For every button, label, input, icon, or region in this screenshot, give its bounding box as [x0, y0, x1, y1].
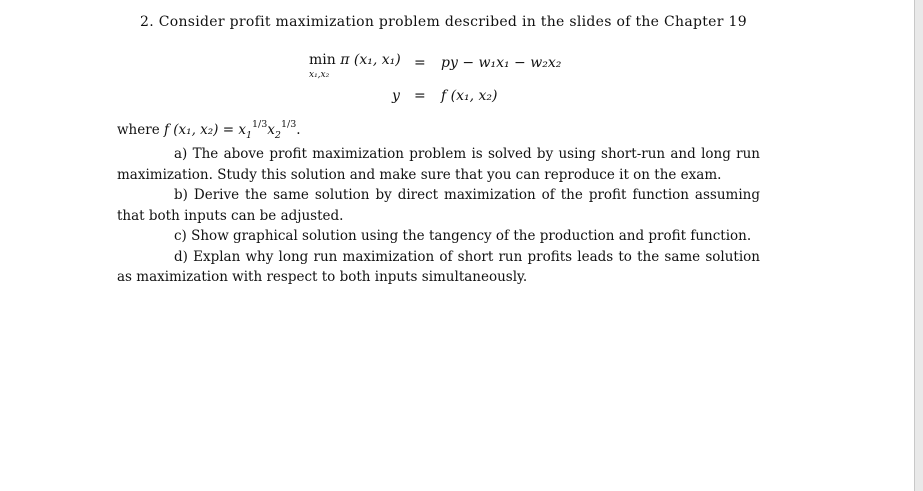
x2-exponent: 1/3	[280, 119, 297, 130]
question-parts	[117, 144, 760, 288]
part-a: a) The above profit maximization problem is solved by using short-run and long run maximization. Study this solution and make sure that you can reproduce it on the exam.	[117, 146, 760, 183]
x1-subscript: 1	[245, 130, 252, 141]
part-b: b) Derive the same solution by direct maximization of the profit function assuming that both inputs can be adjusted.	[117, 187, 760, 224]
x2-base: x	[267, 122, 275, 138]
min-operator: min	[309, 52, 336, 68]
where-clause	[117, 119, 301, 141]
equation-2-relation: =	[414, 88, 426, 104]
part-c: c) Show graphical solution using the tangency of the production and profit function.	[174, 228, 752, 244]
page-edge	[914, 0, 923, 491]
x1-exponent: 1/3	[252, 119, 268, 130]
profit-function: π (x₁, x₁)	[340, 52, 401, 68]
equation-1-relation: =	[414, 55, 426, 71]
min-subscript: x₁,x₂	[309, 70, 330, 80]
equation-2-rhs: f (x₁, x₂)	[441, 88, 498, 104]
equation-2-lhs: y	[392, 88, 400, 104]
x2-subscript: 2	[274, 130, 281, 141]
part-d: d) Explan why long run maximization of short run profits leads to the same solution as maximization with respect to both inputs simultaneously.	[117, 248, 760, 285]
production-function: f (x₁, x₂) = x	[163, 122, 246, 138]
equation-1-rhs: py − w₁x₁ − w₂x₂	[441, 55, 562, 71]
where-end: .	[296, 122, 301, 138]
equation-1-lhs	[309, 52, 401, 68]
question-heading: 2. Consider profit maximization problem described in the slides of the Chapter 19	[140, 14, 747, 30]
where-prefix: where	[117, 122, 160, 138]
